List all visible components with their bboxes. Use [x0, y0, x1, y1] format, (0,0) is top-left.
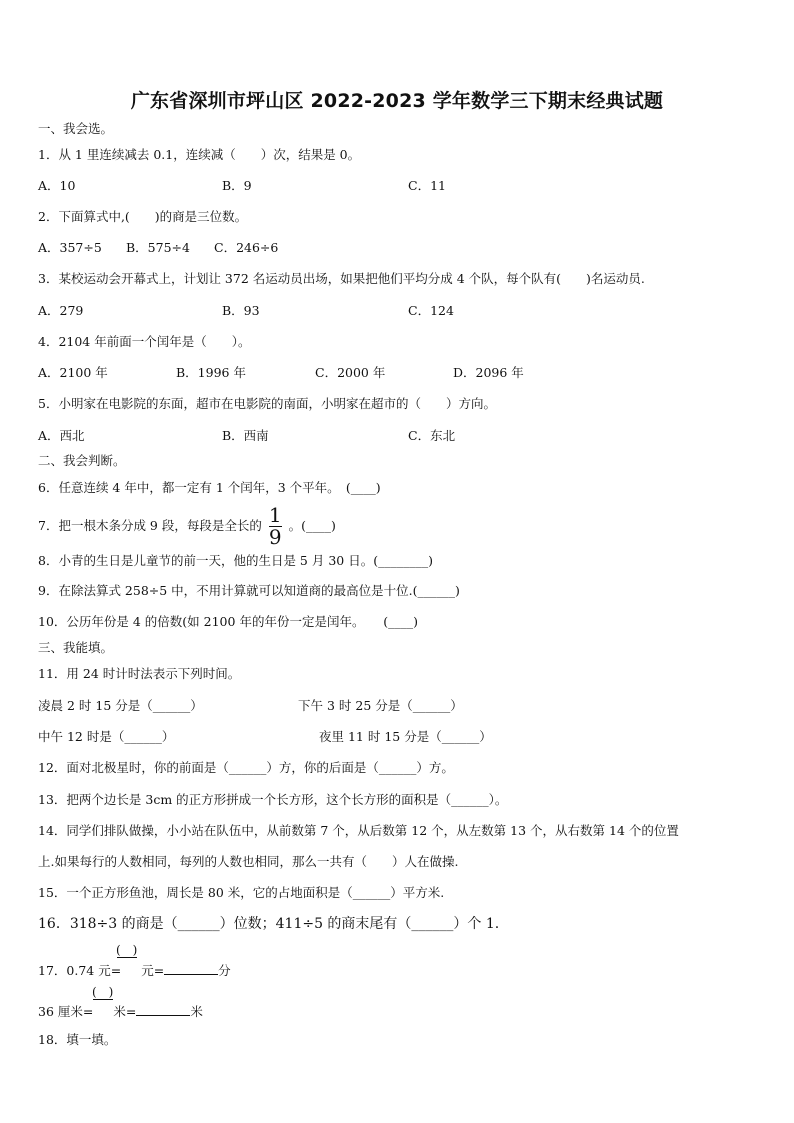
q3-option-b: B．93 — [222, 303, 260, 318]
fraction-denominator: 9 — [268, 525, 282, 549]
q7-text-before: 7．把一根木条分成 9 段，每段是全长的 — [38, 518, 262, 533]
question-17-part-2 — [38, 1003, 203, 1020]
q3-option-a: A．279 — [38, 303, 84, 318]
q4-option-d: D．2096 年 — [453, 365, 524, 380]
fraction-numerator: 1 — [268, 503, 282, 527]
question-14-line-1: 14．同学们排队做操，小小站在队伍中，从前数第 7 个，从后数第 12 个，从左数第 13 个，从右数第 14 个的位置 — [38, 823, 679, 838]
fraction-bar — [93, 999, 113, 1000]
question-14-line-2: 上.如果每行的人数相同，每列的人数也相同，那么一共有（ ）人在做操. — [38, 854, 459, 869]
q17b-prefix: 36 厘米= — [38, 1004, 94, 1019]
question-12: 12．面对北极星时，你的前面是（______）方，你的后面是（______）方。 — [38, 760, 454, 775]
question-1: 1．从 1 里连续减去 0.1，连续减（ ）次，结果是 0。 — [38, 147, 361, 162]
question-3: 3．某校运动会开幕式上，计划让 372 名运动员出场，如果把他们平均分成 4 个队，每个队有( )名运动员. — [38, 271, 645, 286]
q11-item-a: 凌晨 2 时 15 分是（______） — [38, 698, 203, 713]
q4-option-b: B．1996 年 — [176, 365, 246, 380]
q1-option-b: B．9 — [222, 178, 252, 193]
section-heading-choice: 一、我会选。 — [38, 121, 114, 136]
question-7 — [38, 503, 336, 549]
q17-middle: 元= — [141, 963, 165, 978]
q3-option-c: C．124 — [408, 303, 454, 318]
question-18: 18．填一填。 — [38, 1032, 117, 1047]
question-17 — [38, 962, 231, 979]
question-6: 6．任意连续 4 年中，都一定有 1 个闰年，3 个平年。 (____) — [38, 480, 381, 495]
q2-option-a: A．357÷5 — [38, 240, 102, 255]
question-16: 16．318÷3 的商是（______）位数；411÷5 的商末尾有（______）个 1. — [38, 916, 500, 932]
answer-underline — [164, 962, 218, 975]
answer-underline — [136, 1003, 190, 1016]
q4-option-a: A．2100 年 — [38, 365, 108, 380]
page-title: 广东省深圳市坪山区 2022-2023 学年数学三下期末经典试题 — [130, 90, 664, 112]
q2-option-c: C．246÷6 — [214, 240, 279, 255]
q17-blank-fraction-2 — [92, 986, 113, 1000]
q2-option-b: B．575÷4 — [126, 240, 190, 255]
q5-option-b: B．西南 — [222, 428, 269, 443]
question-10: 10．公历年份是 4 的倍数(如 2100 年的年份一定是闰年。 (____) — [38, 614, 418, 629]
section-heading-judge: 二、我会判断。 — [38, 453, 126, 468]
blank-numerator: ( ) — [92, 985, 114, 999]
question-13: 13．把两个边长是 3cm 的正方形拼成一个长方形，这个长方形的面积是（______）。 — [38, 792, 508, 807]
q4-option-c: C．2000 年 — [315, 365, 386, 380]
fraction-one-ninth — [268, 503, 282, 549]
q11-item-d: 夜里 11 时 15 分是（______） — [319, 729, 492, 744]
q17-suffix: 分 — [218, 963, 231, 978]
question-8: 8．小青的生日是儿童节的前一天，他的生日是 5 月 30 日。(________) — [38, 553, 433, 568]
fraction-bar — [117, 957, 137, 958]
q1-option-c: C．11 — [408, 178, 446, 193]
q11-item-b: 下午 3 时 25 分是（______） — [298, 698, 463, 713]
question-4: 4．2104 年前面一个闰年是（ ）。 — [38, 334, 251, 349]
question-2: 2．下面算式中,( )的商是三位数。 — [38, 209, 248, 224]
q5-option-a: A．西北 — [38, 428, 85, 443]
q17-blank-fraction-1 — [116, 944, 137, 958]
q17-prefix: 17．0.74 元= — [38, 963, 122, 978]
q11-item-c: 中午 12 时是（______） — [38, 729, 175, 744]
q5-option-c: C．东北 — [408, 428, 456, 443]
question-5: 5．小明家在电影院的东面，超市在电影院的南面，小明家在超市的（ ）方向。 — [38, 396, 496, 411]
question-15: 15．一个正方形鱼池，周长是 80 米，它的占地面积是（______）平方米. — [38, 885, 445, 900]
q1-option-a: A．10 — [38, 178, 76, 193]
q17b-suffix: 米 — [190, 1004, 203, 1019]
section-heading-fill: 三、我能填。 — [38, 640, 114, 655]
question-11: 11．用 24 时计时法表示下列时间。 — [38, 666, 241, 681]
q17b-middle: 米= — [113, 1004, 137, 1019]
question-9: 9．在除法算式 258÷5 中，不用计算就可以知道商的最高位是十位.(______) — [38, 583, 460, 598]
q7-text-after: 。(____) — [288, 518, 336, 533]
blank-numerator: ( ) — [116, 943, 138, 957]
